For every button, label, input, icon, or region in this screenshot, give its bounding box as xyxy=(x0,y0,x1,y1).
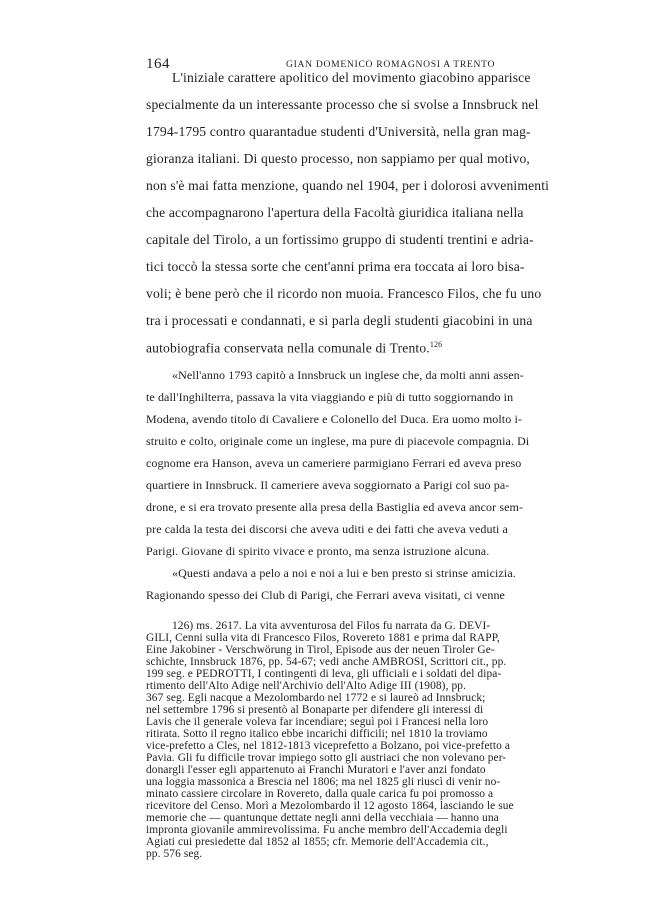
footnote-line: vice-prefetto a Cles, nel 1812-1813 viceprefetto a Bolzano, poi vice-prefetto a xyxy=(146,740,511,752)
main-text-line: tici toccò la stessa sorte che cent'anni prima era toccata ai loro bisa- xyxy=(146,259,525,274)
quote-line: Ragionando spesso dei Club di Parigi, che Ferrari aveva visitati, ci venne xyxy=(146,588,505,602)
quote-line: struito e colto, originale come un inglese, ma pure di piacevole compagnia. Di xyxy=(146,434,530,448)
quote-line: te dall'Inghilterra, passava la vita viaggiando e più di tutto soggiornando in xyxy=(146,390,514,404)
main-text-line: che accompagnarono l'apertura della Facoltà giuridica italiana nella xyxy=(146,205,524,220)
footnote-line: schichte, Innsbruck 1876, pp. 54-67; vedi anche AMBROSI, Scrittori cit., pp. xyxy=(146,656,507,668)
main-text-line: capitale del Tirolo, a un fortissimo gruppo di studenti trentini e adria- xyxy=(146,232,534,247)
quote-line: quartiere in Innsbruck. Il cameriere aveva soggiornato a Parigi col suo pa- xyxy=(146,478,510,492)
quote-line: cognome era Hanson, aveva un cameriere parmigiano Ferrari ed aveva preso xyxy=(146,456,522,470)
footnote-line: memorie che — quantunque dettate negli anni della vecchiaia — hanno una xyxy=(146,812,499,824)
footnote-reference: 126 xyxy=(429,340,443,349)
main-text-line: autobiografia conservata nella comunale di Trento. xyxy=(146,340,430,356)
quote-line: «Questi andava a pelo a noi e noi a lui e ben presto si strinse amicizia. xyxy=(172,566,516,580)
quote-line: pre calda la testa dei discorsi che aveva uditi e dei fatti che aveva veduti a xyxy=(146,522,508,536)
main-text-line: tra i processati e condannati, e si parla degli studenti giacobini in una xyxy=(146,313,533,328)
footnote-line: ritirata. Sotto il regno italico ebbe incarichi difficili; nel 1810 la troviamo xyxy=(146,728,488,740)
main-text-line: specialmente da un interessante processo che si svolse a Innsbruck nel xyxy=(146,97,539,112)
footnote-line: 199 seg. e PEDROTTI, I contingenti di leva, gli ufficiali e i soldati del dipa- xyxy=(146,668,502,680)
main-text-line: voli; è bene però che il ricordo non muoia. Francesco Filos, che fu uno xyxy=(146,286,542,301)
page-number: 164 xyxy=(146,56,170,72)
main-text-line-last xyxy=(146,340,442,357)
running-head: GIAN DOMENICO ROMAGNOSI A TRENTO xyxy=(286,59,496,70)
footnote-line: Agiati cui presiedette dal 1852 al 1855; cfr. Memorie dell'Accademia cit., xyxy=(146,836,489,848)
footnote-line: donargli l'esser egli appartenuto ai Franchi Muratori e l'aver anzi fondato xyxy=(146,764,486,776)
quote-line: Modena, avendo titolo di Cavaliere e Colonello del Duca. Era uomo molto i- xyxy=(146,412,522,426)
main-text-line: L'iniziale carattere apolitico del movimento giacobino apparisce xyxy=(172,70,531,85)
main-text-line: gioranza italiani. Di questo processo, non sappiamo per qual motivo, xyxy=(146,151,530,166)
footnote-line: minato cassiere circolare in Rovereto, dalla quale carica fu poi promosso a xyxy=(146,788,494,800)
footnote-line: rtimento dell'Alto Adige nell'Archivio dell'Alto Adige III (1908), pp. xyxy=(146,680,467,692)
footnote-line: nel settembre 1796 si presentò al Bonaparte per difendere gli interessi di xyxy=(146,704,484,716)
footnote-line: Lavis che il generale voleva far incendiare; seguì poi i Francesi nella loro xyxy=(146,716,489,728)
footnote-line: pp. 576 seg. xyxy=(146,848,203,860)
footnote-line: impronta giovanile ammirevolissima. Fu anche membro dell'Accademia degli xyxy=(146,824,508,836)
quote-line: «Nell'anno 1793 capitò a Innsbruck un inglese che, da molti anni assen- xyxy=(172,368,524,382)
quote-line: drone, e si era trovato presente alla presa della Bastiglia ed aveva ancor sem- xyxy=(146,500,524,514)
quote-line: Parigi. Giovane di spirito vivace e pronto, ma senza istruzione alcuna. xyxy=(146,544,490,558)
footnote-line: 126) ms. 2617. La vita avventurosa del Filos fu narrata da G. DEVI- xyxy=(172,620,491,632)
footnote-line: Eine Jakobiner - Verschwörung in Tirol, Episode aus der neuen Tiroler Ge- xyxy=(146,644,495,656)
footnote-line: ricevitore del Censo. Morì a Mezolombardo il 12 agosto 1864, lasciando le sue xyxy=(146,800,514,812)
footnote-line: Pavia. Gli fu difficile trovar impiego sotto gli austriaci che non volevano per- xyxy=(146,752,507,764)
footnote-line: GILI, Cenni sulla vita di Francesco Filos, Rovereto 1881 e prima dal RAPP, xyxy=(146,632,500,644)
footnote-line: 367 seg. Egli nacque a Mezolombardo nel 1772 e si laureò ad Innsbruck; xyxy=(146,692,486,704)
main-text-line: non s'è mai fatta menzione, quando nel 1904, per i dolorosi avvenimenti xyxy=(146,178,550,193)
footnote-line: una loggia massonica a Brescia nel 1806; ma nel 1825 gli riuscì di venir no- xyxy=(146,776,501,788)
main-text-line: 1794-1795 contro quarantadue studenti d'Università, nella gran mag- xyxy=(146,124,531,139)
